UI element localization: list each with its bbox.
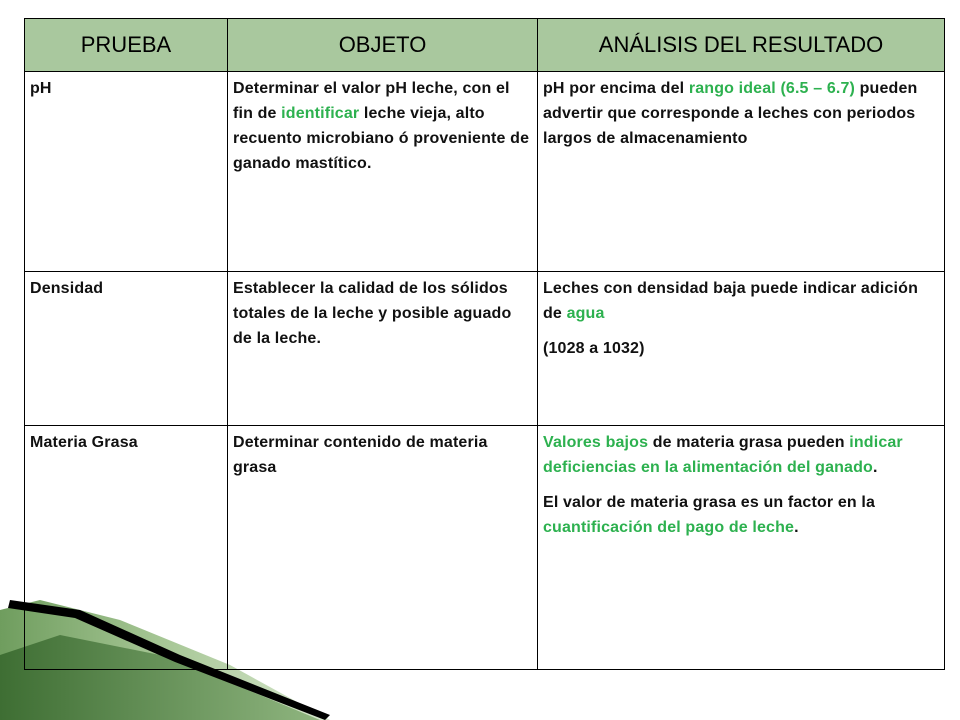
text-run: pueden advertir que corresponde a leches con periodos largos de almacenamiento — [543, 80, 918, 147]
cell-prueba: Materia Grasa — [25, 426, 228, 670]
header-objeto: OBJETO — [228, 19, 538, 72]
text-run: leche vieja, alto recuento microbiano ó proveniente de ganado mastítico. — [233, 105, 530, 172]
cell-prueba: Densidad — [25, 272, 228, 426]
analysis-paragraph — [543, 76, 940, 151]
highlighted-text: rango ideal (6.5 – 6.7) — [688, 80, 856, 97]
table-row-materia-grasa — [25, 426, 945, 670]
cell-analisis — [538, 426, 945, 670]
analysis-table — [24, 18, 945, 670]
text-run: Establecer la calidad de los sólidos totales de la leche y posible aguado de la leche. — [233, 280, 512, 347]
highlighted-text: identificar — [281, 105, 360, 122]
header-prueba: PRUEBA — [25, 19, 228, 72]
highlighted-text: Valores bajos — [543, 434, 649, 451]
header-analisis: ANÁLISIS DEL RESULTADO — [538, 19, 945, 72]
table-header-row — [25, 19, 945, 72]
text-run: de materia grasa pueden — [648, 434, 850, 451]
cell-prueba: pH — [25, 72, 228, 272]
highlighted-text: indicar deficiencias en la alimentación del ganado — [543, 434, 903, 476]
cell-objeto — [228, 72, 538, 272]
table-row-densidad — [25, 272, 945, 426]
cell-objeto — [228, 272, 538, 426]
cell-objeto — [228, 426, 538, 670]
analysis-paragraph — [543, 336, 940, 361]
highlighted-text: agua — [566, 305, 605, 322]
cell-analisis — [538, 272, 945, 426]
text-run: . — [872, 459, 878, 476]
highlighted-text: cuantificación del pago de leche — [543, 519, 795, 536]
text-run: (1028 a 1032) — [543, 340, 645, 357]
text-run: pH por encima del — [543, 80, 689, 97]
text-run: Leches con densidad baja puede indicar adición de — [543, 280, 918, 322]
table-row-ph — [25, 72, 945, 272]
text-run: El valor de materia grasa es un factor en la — [543, 494, 876, 511]
analysis-paragraph — [543, 276, 940, 326]
text-run: . — [794, 519, 799, 536]
cell-analisis — [538, 72, 945, 272]
analysis-paragraph — [543, 490, 940, 540]
text-run: Determinar el valor pH leche, con el fin de — [233, 80, 510, 122]
text-run: Determinar contenido de materia grasa — [233, 434, 488, 476]
analysis-paragraph — [543, 430, 940, 480]
